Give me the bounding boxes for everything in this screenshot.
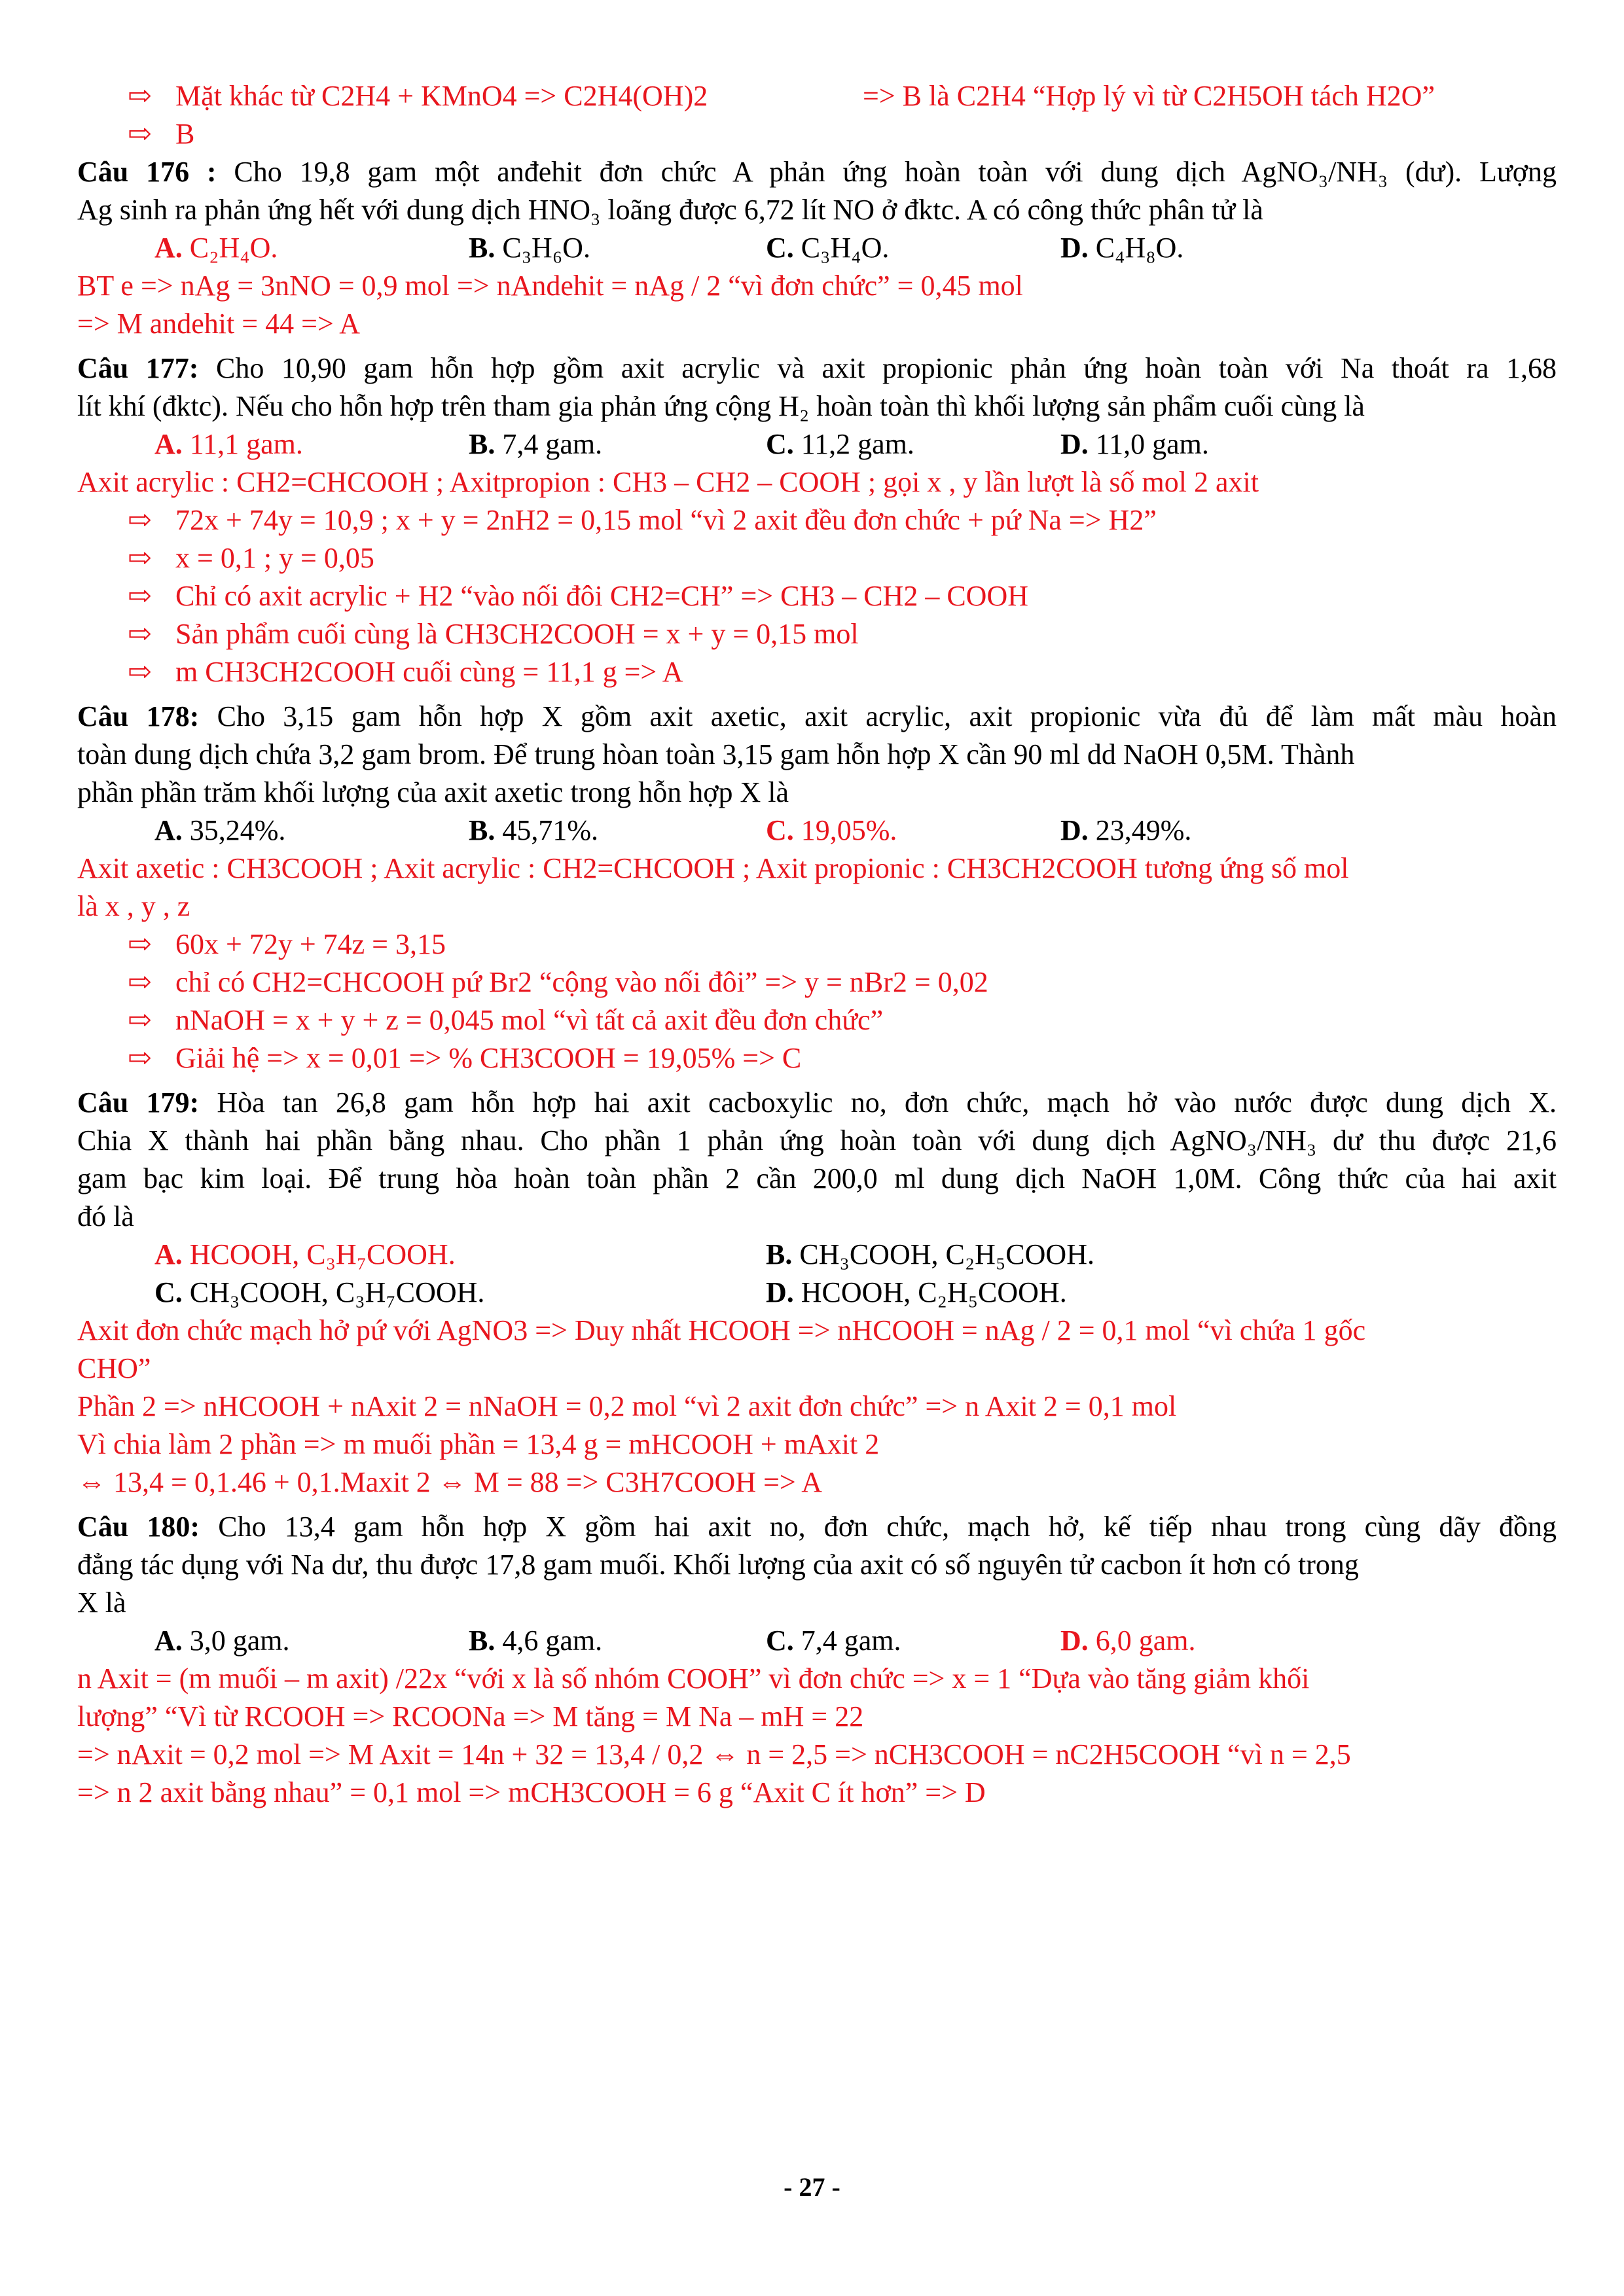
q176-stem-line-2: Ag sinh ra phản ứng hết với dung dịch HNO₃ loãng được 6,72 lít NO ở đktc. A có công thức phân tử là bbox=[77, 194, 1263, 226]
q179-solution-line-1: Axit đơn chức mạch hở pứ với AgNO3 => Duy nhất HCOOH => nHCOOH = nAg / 2 = 0,1 mol “vì chứa 1 gốc bbox=[77, 1314, 1366, 1346]
q178-stem-line-2: toàn dung dịch chứa 3,2 gam brom. Để trung hòan toàn 3,15 gam hỗn hợp X cần 90 ml dd NaOH 0,5M. Thành bbox=[77, 738, 1355, 770]
q178-solution-intro-2: là x , y , z bbox=[77, 890, 190, 922]
q177-label: Câu 177: bbox=[77, 352, 199, 384]
q177-stem-line-1: Câu 177: Cho 10,90 gam hỗn hợp gồm axit acrylic và axit propionic phản ứng hoàn toàn với Na thoát ra 1,68 bbox=[77, 352, 1557, 384]
q178-label: Câu 178: bbox=[77, 700, 200, 732]
q177-stem-line-2: lít khí (đktc). Nếu cho hỗn hợp trên tham gia phản ứng cộng H₂ hoàn toàn thì khối lượng sản phẩm cuối cùng là bbox=[77, 390, 1365, 422]
q179-stem-line-3: gam bạc kim loại. Để trung hòa hoàn toàn phần 2 cần 200,0 ml dung dịch NaOH 1,0M. Công thức của hai axit bbox=[77, 1162, 1557, 1194]
arrow-icon: ⇨ bbox=[128, 1004, 152, 1036]
q176-label: Câu 176 : bbox=[77, 156, 217, 188]
q177-step-3: Chỉ có axit acrylic + H2 “vào nối đôi CH2=CH” => CH3 – CH2 – COOH bbox=[175, 580, 1029, 612]
q178-solution-intro: Axit axetic : CH3COOH ; Axit acrylic : CH2=CHCOOH ; Axit propionic : CH3CH2COOH tương ứng số mol bbox=[77, 852, 1349, 884]
q177-step-2: x = 0,1 ; y = 0,05 bbox=[175, 542, 374, 574]
arrow-icon: ⇨ bbox=[128, 656, 152, 688]
q176-option-a: A. C₂H₄O. bbox=[154, 232, 278, 264]
q178-option-b: B. 45,71%. bbox=[469, 814, 599, 846]
q178-option-d: D. 23,49%. bbox=[1060, 814, 1192, 846]
q178-step-2: chỉ có CH2=CHCOOH pứ Br2 “cộng vào nối đôi” => y = nBr2 = 0,02 bbox=[175, 966, 988, 998]
q178-stem-line-1: Câu 178: Cho 3,15 gam hỗn hợp X gồm axit axetic, axit acrylic, axit propionic vừa đủ để làm mất màu hoàn bbox=[77, 700, 1557, 732]
q179-stem-line-4: đó là bbox=[77, 1200, 134, 1232]
q179-option-a: A. HCOOH, C₃H₇COOH. bbox=[154, 1238, 456, 1270]
q179-solution-line-3: Phần 2 => nHCOOH + nAxit 2 = nNaOH = 0,2 mol “vì 2 axit đơn chức” => n Axit 2 = 0,1 mol bbox=[77, 1390, 1177, 1422]
q180-option-d: D. 6,0 gam. bbox=[1060, 1624, 1196, 1657]
arrow-icon: ⇨ bbox=[128, 928, 152, 960]
arrow-icon: ⇨ bbox=[128, 966, 152, 998]
q177-option-c: C. 11,2 gam. bbox=[766, 428, 914, 460]
q180-solution-line-2: lượng” “Vì từ RCOOH => RCOONa => M tăng = M Na – mH = 22 bbox=[77, 1700, 864, 1732]
q180-stem-line-2: đẳng tác dụng với Na dư, thu được 17,8 gam muối. Khối lượng của axit có số nguyên tử cacbon ít hơn có trong bbox=[77, 1549, 1359, 1581]
q176-option-b: B. C₃H₆O. bbox=[469, 232, 590, 264]
q177-option-d: D. 11,0 gam. bbox=[1060, 428, 1209, 460]
q179-solution-line-5: ⇔ 13,4 = 0,1.46 + 0,1.Maxit 2 ⇔ M = 88 => C3H7COOH => A bbox=[77, 1466, 823, 1498]
q180-solution-line-1: n Axit = (m muối – m axit) /22x “với x là số nhóm COOH” vì đơn chức => x = 1 “Dựa vào tăng giảm khối bbox=[77, 1662, 1310, 1695]
q180-stem-line-1: Câu 180: Cho 13,4 gam hỗn hợp X gồm hai axit no, đơn chức, mạch hở, kế tiếp nhau trong cùng dãy đồng bbox=[77, 1511, 1557, 1543]
q179-option-c: C. CH₃COOH, C₃H₇COOH. bbox=[154, 1276, 485, 1308]
q179-label: Câu 179: bbox=[77, 1086, 200, 1119]
q179-solution-line-4: Vì chia làm 2 phần => m muối phần = 13,4 g = mHCOOH + mAxit 2 bbox=[77, 1428, 880, 1460]
q176-stem-line-1: Câu 176 : Cho 19,8 gam một anđehit đơn chức A phản ứng hoàn toàn với dung dịch AgNO₃/NH₃ (dư). Lượng bbox=[77, 156, 1557, 188]
q178-step-1: 60x + 72y + 74z = 3,15 bbox=[175, 928, 446, 960]
q178-option-c: C. 19,05%. bbox=[766, 814, 897, 846]
q177-option-b: B. 7,4 gam. bbox=[469, 428, 603, 460]
q180-solution-line-3: => nAxit = 0,2 mol => M Axit = 14n + 32 = 13,4 / 0,2 ⇔ n = 2,5 => nCH3COOH = nC2H5COOH “vì n = 2,5 bbox=[77, 1738, 1351, 1770]
q179-option-d: D. HCOOH, C₂H₅COOH. bbox=[766, 1276, 1067, 1308]
q180-option-c: C. 7,4 gam. bbox=[766, 1624, 901, 1657]
arrow-icon: ⇨ bbox=[128, 618, 152, 650]
intro-line-1-tail: => B là C2H4 “Hợp lý vì từ C2H5OH tách H2O” bbox=[863, 80, 1435, 112]
intro-line-2: B bbox=[175, 118, 195, 150]
arrow-icon: ⇨ bbox=[128, 1042, 152, 1074]
q179-solution-line-2: CHO” bbox=[77, 1352, 151, 1384]
arrow-icon: ⇨ bbox=[128, 542, 152, 574]
q178-step-3: nNaOH = x + y + z = 0,045 mol “vì tất cả axit đều đơn chức” bbox=[175, 1004, 884, 1036]
q177-option-a: A. 11,1 gam. bbox=[154, 428, 303, 460]
q176-solution-line-2: => M andehit = 44 => A bbox=[77, 308, 361, 340]
arrow-icon: ⇨ bbox=[128, 504, 152, 536]
q177-step-4: Sản phẩm cuối cùng là CH3CH2COOH = x + y = 0,15 mol bbox=[175, 618, 859, 650]
q179-stem-line-2: Chia X thành hai phần bằng nhau. Cho phần 1 phản ứng hoàn toàn với dung dịch AgNO₃/NH₃ dư thu được 21,6 bbox=[77, 1124, 1557, 1157]
q180-solution-line-4: => n 2 axit bằng nhau” = 0,1 mol => mCH3COOH = 6 g “Axit C ít hơn” => D bbox=[77, 1776, 986, 1808]
q177-step-1: 72x + 74y = 10,9 ; x + y = 2nH2 = 0,15 mol “vì 2 axit đều đơn chức + pứ Na => H2” bbox=[175, 504, 1157, 536]
q178-step-4: Giải hệ => x = 0,01 => % CH3COOH = 19,05% => C bbox=[175, 1042, 802, 1074]
q180-label: Câu 180: bbox=[77, 1511, 200, 1543]
q178-option-a: A. 35,24%. bbox=[154, 814, 286, 846]
arrow-icon: ⇨ bbox=[128, 118, 152, 150]
page-number: - 27 - bbox=[784, 2172, 840, 2202]
q178-stem-line-3: phần phần trăm khối lượng của axit axetic trong hỗn hợp X là bbox=[77, 776, 789, 808]
q176-option-c: C. C₃H₄O. bbox=[766, 232, 890, 264]
q179-option-b: B. CH₃COOH, C₂H₅COOH. bbox=[766, 1238, 1094, 1270]
q180-stem-line-3: X là bbox=[77, 1587, 126, 1619]
q180-option-b: B. 4,6 gam. bbox=[469, 1624, 603, 1657]
q179-stem-line-1: Câu 179: Hòa tan 26,8 gam hỗn hợp hai axit cacboxylic no, đơn chức, mạch hở vào nước được dung dịch X. bbox=[77, 1086, 1557, 1119]
arrow-icon: ⇨ bbox=[128, 80, 152, 112]
arrow-icon: ⇨ bbox=[128, 580, 152, 612]
q176-solution-line-1: BT e => nAg = 3nNO = 0,9 mol => nAndehit = nAg / 2 “vì đơn chức” = 0,45 mol bbox=[77, 270, 1023, 302]
q177-step-5: m CH3CH2COOH cuối cùng = 11,1 g => A bbox=[175, 656, 683, 688]
q176-option-d: D. C₄H₈O. bbox=[1060, 232, 1184, 264]
q180-option-a: A. 3,0 gam. bbox=[154, 1624, 290, 1657]
intro-line-1: Mặt khác từ C2H4 + KMnO4 => C2H4(OH)2 bbox=[175, 80, 708, 112]
q177-solution-intro: Axit acrylic : CH2=CHCOOH ; Axitpropion : CH3 – CH2 – COOH ; gọi x , y lần lượt là số mol 2 axit bbox=[77, 466, 1259, 498]
